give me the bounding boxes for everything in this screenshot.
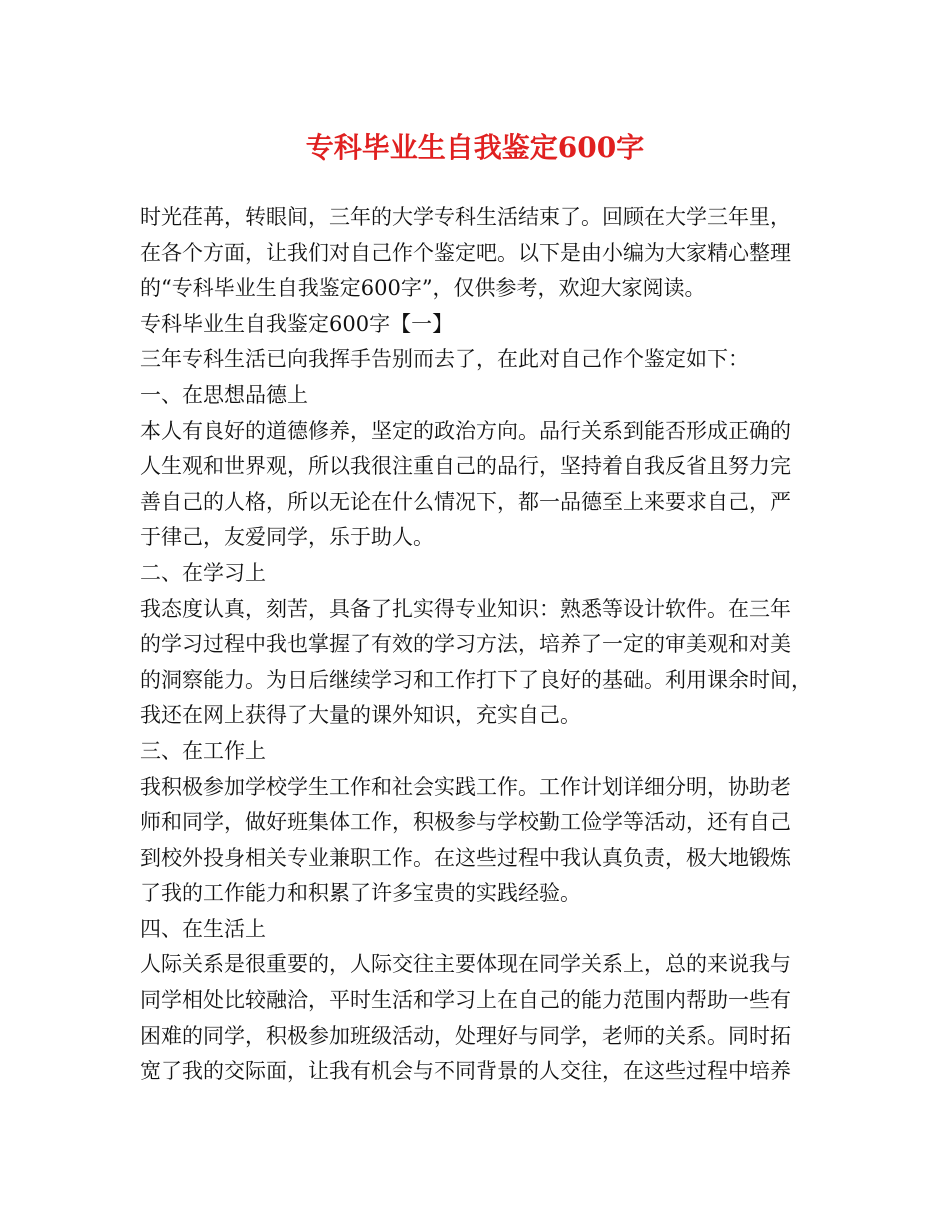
text-line: 善自己的人格，所以无论在什么情况下，都一品德至上来要求自己，严 <box>140 489 791 514</box>
subsection-heading: 一、在思想品德上 <box>140 382 308 407</box>
text-line: 于律己，友爱同学，乐于助人。 <box>140 525 434 550</box>
text-line: 的“专科毕业生自我鉴定600字”，仅供参考，欢迎大家阅读。 <box>140 276 706 301</box>
text-line: 本人有良好的道德修养，坚定的政治方向。品行关系到能否形成正确的 <box>140 418 791 443</box>
text-line: 我态度认真，刻苦，具备了扎实得专业知识：熟悉等设计软件。在三年 <box>140 596 791 621</box>
section-heading: 专科毕业生自我鉴定600字【一】 <box>140 311 454 336</box>
text-line: 同学相处比较融洽，平时生活和学习上在自己的能力范围内帮助一些有 <box>140 988 791 1013</box>
text-line: 到校外投身相关专业兼职工作。在这些过程中我认真负责，极大地锻炼 <box>140 845 791 870</box>
document-body <box>140 200 820 1090</box>
text-line: 困难的同学，积极参加班级活动，处理好与同学，老师的关系。同时拓 <box>140 1023 791 1048</box>
text-line: 的洞察能力。为日后继续学习和工作打下了良好的基础。利用课余时间， <box>140 667 812 692</box>
text-line: 我积极参加学校学生工作和社会实践工作。工作计划详细分明，协助老 <box>140 774 791 799</box>
text-line: 三年专科生活已向我挥手告别而去了，在此对自己作个鉴定如下： <box>140 347 749 372</box>
text-line: 了我的工作能力和积累了许多宝贵的实践经验。 <box>140 881 581 906</box>
text-line: 时光荏苒，转眼间，三年的大学专科生活结束了。回顾在大学三年里， <box>140 205 791 229</box>
subsection-heading: 四、在生活上 <box>140 916 266 941</box>
text-line: 我还在网上获得了大量的课外知识，充实自己。 <box>140 703 581 728</box>
subsection-heading: 二、在学习上 <box>140 560 266 585</box>
text-line: 宽了我的交际面，让我有机会与不同背景的人交往，在这些过程中培养 <box>140 1059 791 1084</box>
text-line: 人生观和世界观，所以我很注重自己的品行，坚持着自我反省且努力完 <box>140 454 791 479</box>
document-title: 专科毕业生自我鉴定600字 <box>305 131 645 164</box>
text-line: 的学习过程中我也掌握了有效的学习方法，培养了一定的审美观和对美 <box>140 632 791 657</box>
text-line: 在各个方面，让我们对自己作个鉴定吧。以下是由小编为大家精心整理 <box>140 240 791 265</box>
subsection-heading: 三、在工作上 <box>140 738 266 763</box>
text-line: 人际关系是很重要的，人际交往主要体现在同学关系上，总的来说我与 <box>140 952 791 977</box>
text-line: 师和同学，做好班集体工作，积极参与学校勤工俭学等活动，还有自己 <box>140 810 791 835</box>
